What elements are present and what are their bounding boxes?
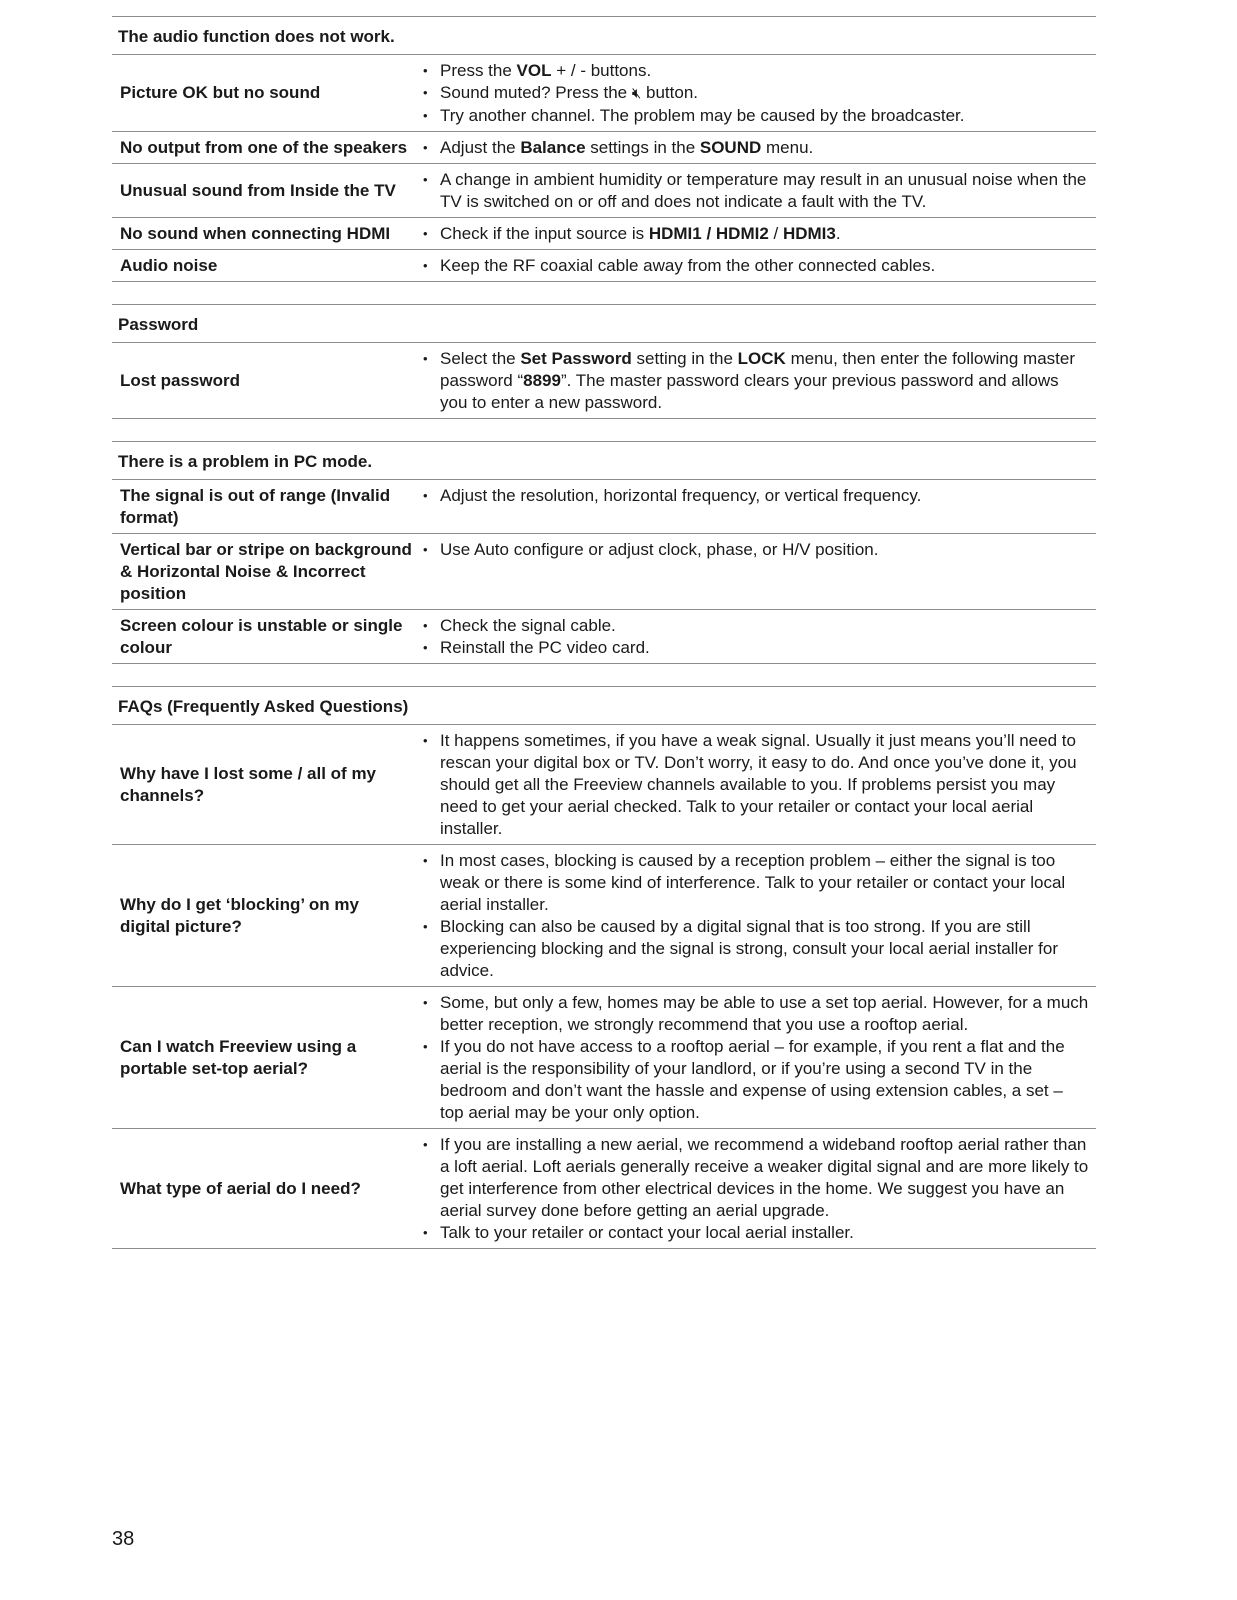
solution-cell: [416, 164, 1096, 217]
problem-label: Lost password: [120, 370, 240, 390]
text-segment: Reinstall the PC video card.: [440, 638, 650, 657]
bold-text: Set Password: [520, 349, 632, 368]
section: [112, 441, 1096, 664]
solution-item: [416, 850, 1090, 916]
table-row: [112, 343, 1096, 419]
section: [112, 16, 1096, 282]
solution-cell: [416, 725, 1096, 844]
problem-label: Audio noise: [120, 255, 218, 275]
solution-item: [416, 82, 1090, 105]
solution-item: [416, 615, 1090, 637]
text-segment: /: [768, 224, 783, 243]
solution-cell: [416, 845, 1096, 986]
text-segment: It happens sometimes, if you have a weak signal. Usually it just means you’ll need to rescan your digital box or TV. Don’t worry, it easy to do. And once you’ve done it, you should get all the Freeview channels available to you. If problems persist you may need to get your aerial checked. Talk to your retailer or contact your local aerial installer.: [440, 731, 1077, 838]
page-number: 38: [112, 1528, 135, 1550]
solution-cell: [416, 55, 1096, 131]
text-segment: Check the signal cable.: [440, 616, 616, 635]
text-segment: .: [835, 224, 841, 243]
bold-text: HDMI1 / HDMI2: [648, 224, 769, 243]
solution-item: [416, 169, 1090, 213]
mute-icon: 🔇︎: [631, 85, 642, 102]
solution-list: [416, 485, 1090, 507]
solution-item: [416, 539, 1090, 561]
solution-cell: [416, 1129, 1096, 1248]
problem-label: Why have I lost some / all of my channels?: [120, 763, 377, 805]
section: [112, 686, 1096, 1249]
solution-cell: [416, 343, 1096, 418]
section: [112, 304, 1096, 419]
solution-list: [416, 539, 1090, 561]
solution-list: [416, 992, 1090, 1124]
text-segment: ”. The master password clears your previous password and allows you to enter a new password.: [440, 371, 1059, 412]
text-segment: Keep the RF coaxial cable away from the other connected cables.: [440, 256, 936, 275]
solution-item: [416, 348, 1090, 414]
bold-text: LOCK: [737, 349, 786, 368]
bold-text: HDMI3: [782, 224, 836, 243]
troubleshooting-table: [112, 16, 1096, 1271]
table-row: [112, 610, 1096, 664]
solution-item: [416, 730, 1090, 840]
problem-label: Picture OK but no sound: [120, 83, 321, 102]
text-segment: setting in the: [631, 349, 738, 368]
solution-list: [416, 850, 1090, 982]
table-row: [112, 132, 1096, 164]
bold-text: SOUND: [699, 138, 762, 157]
text-segment: Try another channel. The problem may be caused by the broadcaster.: [440, 106, 965, 125]
table-row: [112, 480, 1096, 534]
solution-cell: [416, 132, 1096, 163]
solution-item: [416, 223, 1090, 245]
solution-item: [416, 60, 1090, 82]
text-segment: Sound muted? Press the: [440, 83, 632, 102]
text-segment: If you do not have access to a rooftop aerial – for example, if you rent a flat and the aerial is the responsibility of your landlord, or if you’re using a second TV in the bedroom and don’t want the hassle and expense of using extension cables, a set – top aerial may be your only option.: [440, 1037, 1065, 1122]
bold-text: 8899: [523, 371, 561, 390]
solution-cell: [416, 534, 1096, 609]
solution-list: [416, 615, 1090, 659]
text-segment: In most cases, blocking is caused by a reception problem – either the signal is too weak or there is some kind of interference. Talk to your retailer or contact your local aerial installer.: [440, 851, 1066, 914]
problem-label: Screen colour is unstable or single colour: [120, 616, 403, 657]
solution-cell: [416, 480, 1096, 533]
text-segment: If you are installing a new aerial, we recommend a wideband rooftop aerial rather than a loft aerial. Loft aerials generally receive a weaker digital signal and are more likely to get interference from other electrical devices in the home. We suggest you have an aerial survey done before getting an aerial upgrade.: [440, 1135, 1089, 1220]
solution-list: [416, 348, 1090, 414]
solution-item: [416, 992, 1090, 1036]
problem-label: Vertical bar or stripe on background & Horizontal Noise & Incorrect position: [120, 540, 412, 603]
solution-item: [416, 255, 1090, 277]
text-segment: Adjust the resolution, horizontal frequency, or vertical frequency.: [440, 486, 922, 505]
solution-list: [416, 730, 1090, 840]
table-row: [112, 534, 1096, 610]
text-segment: settings in the: [585, 138, 700, 157]
text-segment: Select the: [440, 349, 521, 368]
solution-list: [416, 1134, 1090, 1244]
solution-item: [416, 105, 1090, 127]
problem-label: Can I watch Freeview using a portable set-top aerial?: [120, 1036, 357, 1078]
table-row: [112, 164, 1096, 218]
text-segment: Blocking can also be caused by a digital signal that is too strong. If you are still experiencing blocking and the signal is strong, consult your local aerial installer for advice.: [440, 917, 1059, 980]
solution-item: [416, 1036, 1090, 1124]
problem-label: No sound when connecting HDMI: [120, 223, 391, 243]
solution-list: [416, 60, 1090, 127]
solution-list: [416, 223, 1090, 245]
problem-label: The signal is out of range (Invalid format): [120, 486, 391, 527]
table-row: [112, 725, 1096, 845]
solution-list: [416, 255, 1090, 277]
text-segment: Adjust the: [440, 138, 521, 157]
table-row: [112, 1129, 1096, 1249]
solution-list: [416, 137, 1090, 159]
text-segment: Use Auto configure or adjust clock, phase, or H/V position.: [440, 540, 879, 559]
text-segment: button.: [641, 83, 699, 102]
text-segment: Some, but only a few, homes may be able to use a set top aerial. However, for a much better reception, we strongly recommend that you use a rooftop aerial.: [440, 993, 1089, 1034]
text-segment: Press the: [440, 61, 517, 80]
section-header: FAQs (Frequently Asked Questions): [112, 687, 1096, 725]
section-header: The audio function does not work.: [112, 17, 1096, 55]
problem-label: Unusual sound from Inside the TV: [120, 180, 396, 200]
solution-item: [416, 485, 1090, 507]
section-header: There is a problem in PC mode.: [112, 442, 1096, 480]
solution-item: [416, 1222, 1090, 1244]
solution-item: [416, 637, 1090, 659]
solution-item: [416, 1134, 1090, 1222]
bold-text: VOL: [516, 61, 552, 80]
solution-item: [416, 916, 1090, 982]
table-row: [112, 218, 1096, 250]
text-segment: Talk to your retailer or contact your local aerial installer.: [440, 1223, 854, 1242]
table-row: [112, 845, 1096, 987]
table-row: [112, 250, 1096, 282]
solution-cell: [416, 250, 1096, 281]
text-segment: A change in ambient humidity or temperature may result in an unusual noise when the TV is switched on or off and does not indicate a fault with the TV.: [440, 170, 1087, 211]
table-row: [112, 987, 1096, 1129]
bold-text: Balance: [520, 138, 586, 157]
solution-cell: [416, 610, 1096, 663]
text-segment: menu.: [761, 138, 814, 157]
section-header: Password: [112, 305, 1096, 343]
text-segment: Check if the input source is: [440, 224, 649, 243]
solution-item: [416, 137, 1090, 159]
table-row: [112, 55, 1096, 132]
problem-label: Why do I get ‘blocking’ on my digital picture?: [120, 894, 359, 936]
problem-label: What type of aerial do I need?: [120, 1178, 361, 1198]
solution-cell: [416, 218, 1096, 249]
text-segment: + / - buttons.: [551, 61, 652, 80]
problem-label: No output from one of the speakers: [120, 137, 408, 157]
text-segment: menu, then enter the following master password “: [440, 349, 1076, 390]
solution-cell: [416, 987, 1096, 1128]
solution-list: [416, 169, 1090, 213]
